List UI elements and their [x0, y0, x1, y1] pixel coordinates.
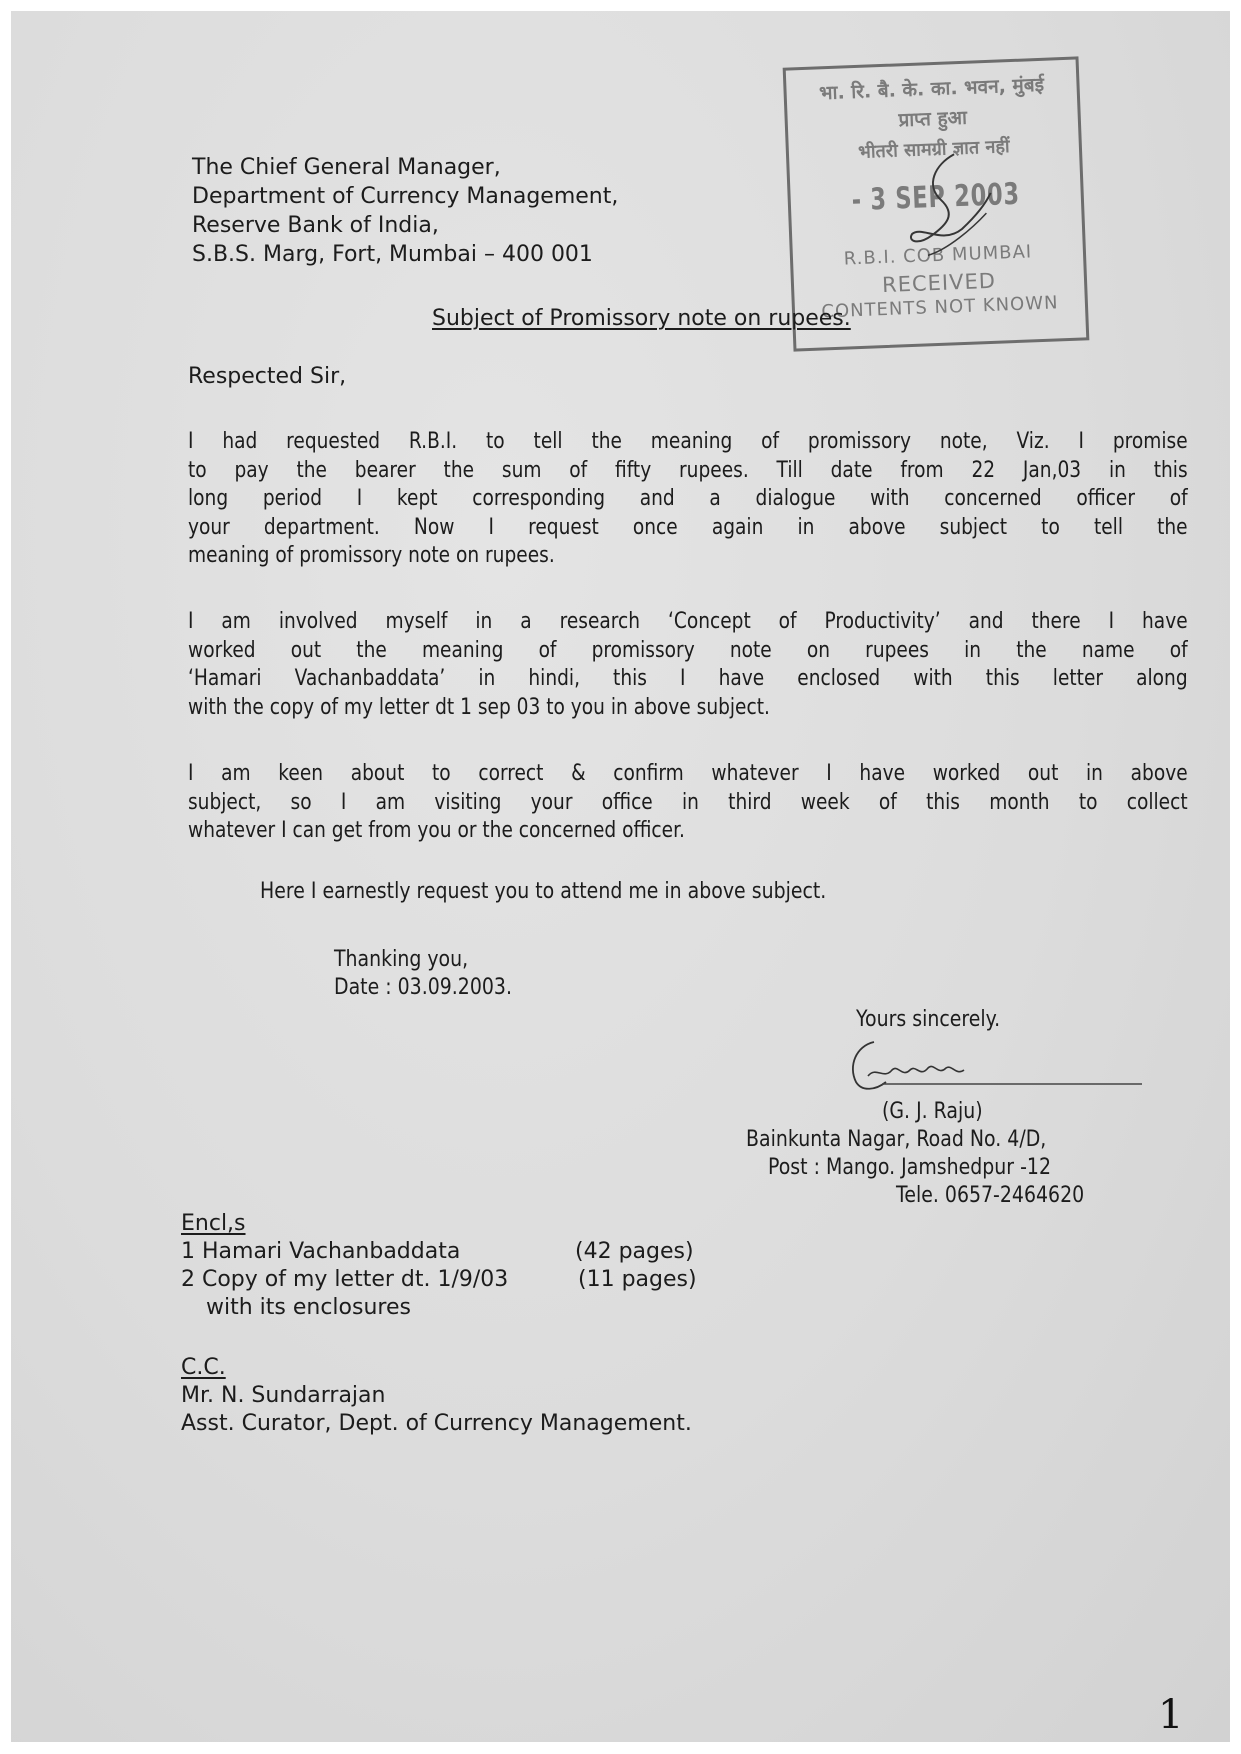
paragraph-line: I am involved myself in a research ‘Concept of Productivity’ and there I have [188, 609, 1188, 634]
stamp-date: - 3 SEP 2003 [851, 176, 1021, 219]
signatory-phone: Tele. 0657-2464620 [896, 1183, 1085, 1208]
body-paragraph-1 [188, 428, 1188, 571]
paragraph-line: with the copy of my letter dt 1 sep 03 to you in above subject. [188, 694, 770, 720]
enclosures-heading: Encl,s [181, 1211, 246, 1236]
signatory-address-2: Post : Mango. Jamshedpur -12 [768, 1155, 1051, 1180]
enclosure-item-1-pages: (42 pages) [575, 1239, 694, 1264]
addressee-line-1: The Chief General Manager, [192, 155, 501, 180]
paragraph-line: ‘Hamari Vachanbaddata’ in hindi, this I have enclosed with this letter along [188, 666, 1188, 691]
page-number: 1 [1158, 1692, 1184, 1738]
addressee-line-2: Department of Currency Management, [192, 184, 619, 209]
stamp-cob-line: R.B.I. COB MUMBAI [843, 241, 1033, 270]
enclosure-item-1-desc: 1 Hamari Vachanbaddata [181, 1239, 461, 1264]
handwritten-signature [846, 1036, 1146, 1096]
paragraph-line: your department. Now I request once again in above subject to tell the [188, 514, 1188, 540]
stamp-contents-line: CONTENTS NOT KNOWN [821, 292, 1059, 323]
salutation: Respected Sir, [188, 364, 347, 389]
stamp-hindi-line-3: भीतरी सामग्री ज्ञात नहीं [857, 136, 1010, 163]
signatory-name: (G. J. Raju) [882, 1099, 983, 1124]
stamp-received-line: RECEIVED [881, 268, 997, 298]
paragraph-line: long period I kept corresponding and a dialogue with concerned officer of [188, 486, 1188, 511]
stamp-hindi-line-2: प्राप्त हुआ [898, 106, 968, 132]
paragraph-line: I am keen about to correct & confirm whatever I have worked out in above [188, 761, 1188, 786]
valediction: Yours sincerely. [856, 1007, 1001, 1032]
paragraph-line: meaning of promissory note on rupees. [188, 543, 555, 568]
cc-title: Asst. Curator, Dept. of Currency Management. [181, 1411, 692, 1436]
subject-line: Subject of Promissory note on rupees. [432, 306, 851, 331]
paragraph-line: worked out the meaning of promissory note on rupees in the name of [188, 637, 1188, 663]
enclosure-item-2-pages: (11 pages) [578, 1267, 697, 1292]
request-line: Here I earnestly request you to attend me in above subject. [260, 879, 827, 904]
cc-heading: C.C. [181, 1355, 226, 1380]
paragraph-line: whatever I can get from you or the concerned officer. [188, 818, 685, 843]
addressee-line-3: Reserve Bank of India, [192, 213, 439, 238]
paragraph-line: subject, so I am visiting your office in third week of this month to collect [188, 789, 1188, 815]
body-paragraph-3 [188, 760, 1188, 846]
signatory-address-1: Bainkunta Nagar, Road No. 4/D, [746, 1127, 1047, 1152]
stamp-initial-signature [884, 143, 999, 267]
date-line: Date : 03.09.2003. [334, 975, 512, 1000]
paragraph-line: to pay the bearer the sum of fifty rupees. Till date from 22 Jan,03 in this [188, 457, 1188, 483]
body-paragraph-2 [188, 608, 1188, 722]
paragraph-line: I had requested R.B.I. to tell the meaning of promissory note, Viz. I promise [188, 429, 1188, 454]
thanking-line: Thanking you, [334, 947, 469, 972]
addressee-line-4: S.B.S. Marg, Fort, Mumbai – 400 001 [192, 242, 593, 267]
enclosure-note: with its enclosures [206, 1295, 411, 1320]
enclosure-item-2-desc: 2 Copy of my letter dt. 1/9/03 [181, 1267, 509, 1292]
cc-name: Mr. N. Sundarrajan [181, 1383, 386, 1408]
stamp-hindi-line-1: भा. रि. बै. के. का. भवन, मुंबई [818, 73, 1045, 105]
